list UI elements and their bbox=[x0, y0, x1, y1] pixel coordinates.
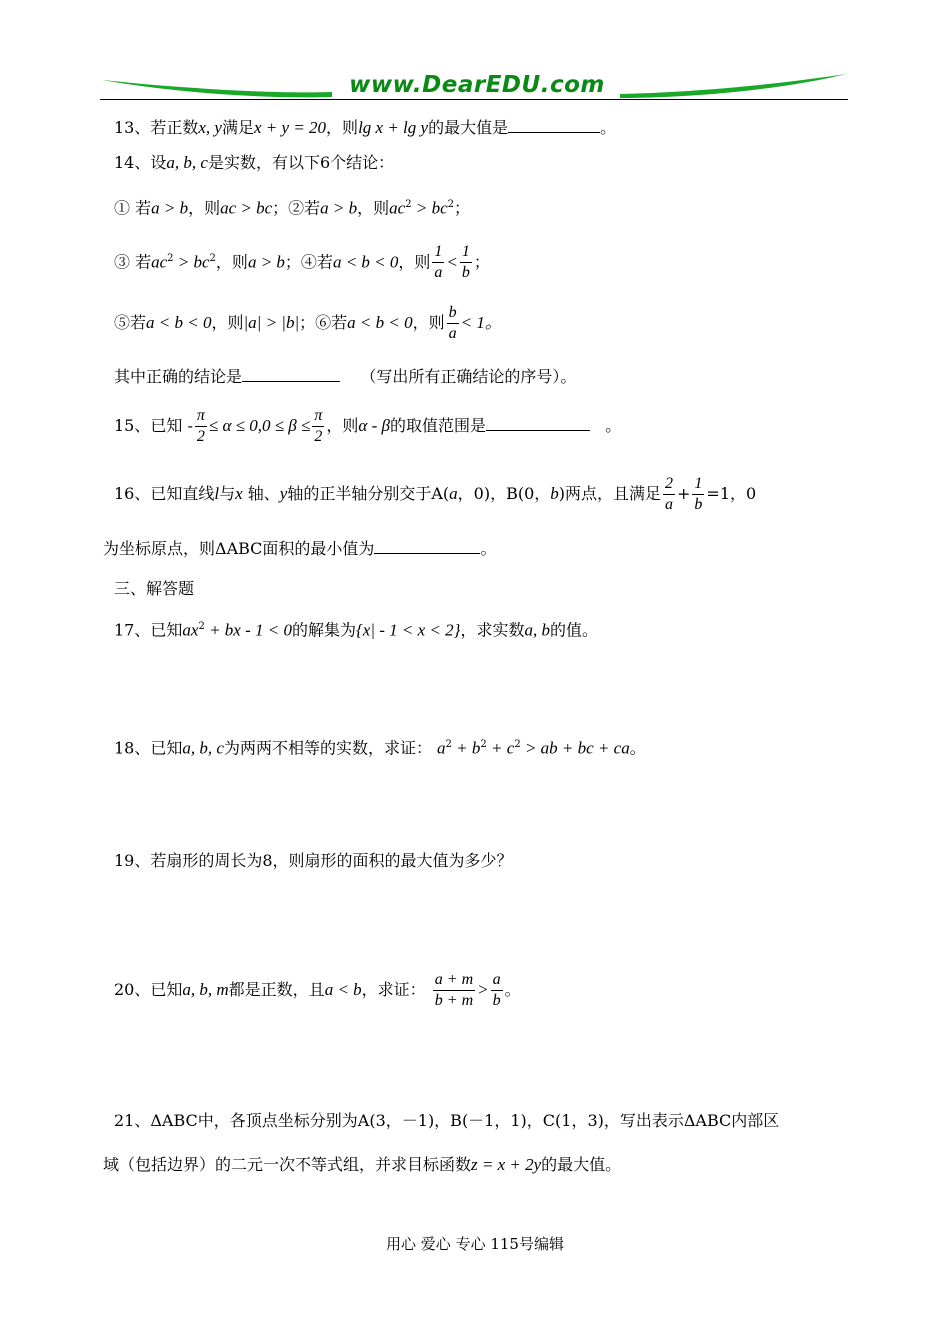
fraction: $\frac{a + m}{b + m}$ bbox=[434, 971, 474, 1009]
q14-text: 其中正确的结论是 bbox=[114, 367, 243, 386]
q21-number: 21、 bbox=[114, 1111, 151, 1130]
q14-text: （写出所有正确结论的序号）。 bbox=[360, 367, 577, 386]
q16-text: ，0)，B(0， bbox=[457, 484, 551, 503]
q13-expression: lg x + lg y bbox=[358, 118, 429, 137]
q16-math: a bbox=[449, 484, 458, 503]
question-21 bbox=[114, 1110, 779, 1132]
q18-text: 为两两不相等的实数，求证： bbox=[223, 738, 432, 758]
q14-text: ⑤若 bbox=[114, 313, 147, 332]
q14-math: ac bbox=[389, 198, 406, 218]
q16-text: 轴、 bbox=[242, 484, 280, 503]
section-heading: 三、解答题 bbox=[114, 579, 195, 598]
q13-number: 13、 bbox=[114, 118, 151, 137]
q16-number: 16、 bbox=[114, 484, 151, 503]
q17-text: ，求实数 bbox=[460, 620, 525, 640]
fraction: $\frac{b}{a}$ bbox=[448, 304, 457, 342]
q15-math: α - β bbox=[358, 416, 390, 435]
q16-math: + bbox=[677, 484, 691, 503]
q19-text: 若扇形的周长为8，则扇形的面积的最大值为多少？ bbox=[150, 851, 513, 870]
question-13 bbox=[114, 117, 616, 139]
q13-text: 的最大值是 bbox=[428, 118, 509, 137]
q15-number: 15、 bbox=[114, 416, 151, 435]
question-18: 18、已知a, b, c为两两不相等的实数，求证： $a^2 + b^2 + c^2$ > ab + bc + ca。 bbox=[114, 738, 646, 758]
q14-text: ； bbox=[454, 198, 471, 218]
fraction: $\frac{\pi}{2}$ bbox=[314, 407, 323, 445]
q14-text: ① 若 bbox=[114, 198, 152, 218]
q21-math: z = x + 2y bbox=[471, 1155, 542, 1174]
q20-math: a, b, m bbox=[182, 980, 229, 999]
q14-text: ；②若 bbox=[272, 198, 321, 218]
q16-math: b bbox=[550, 484, 559, 503]
q17-math: + bx - 1 < 0 bbox=[204, 620, 292, 640]
q14-vars: a, b, c bbox=[166, 153, 208, 172]
q20-math: a < b bbox=[324, 980, 362, 999]
q13-text: ，则 bbox=[326, 118, 359, 137]
q15-end: 。 bbox=[605, 416, 622, 435]
answer-blank[interactable] bbox=[374, 539, 480, 554]
q14-math: a < b < 0 bbox=[347, 313, 413, 332]
q14-row-1: ① 若a > b，则ac > bc；②若a > b，则$ac^2 > bc^2$； bbox=[114, 198, 471, 218]
q17-text: 的值。 bbox=[549, 620, 598, 640]
question-19 bbox=[114, 850, 513, 872]
q16-line-2 bbox=[103, 538, 496, 560]
fraction: $\frac{2}{a}$ bbox=[665, 475, 673, 513]
q16-text: 与 bbox=[219, 484, 236, 503]
q14-math: a < b < 0 bbox=[146, 313, 212, 332]
q14-math: > bc bbox=[411, 198, 448, 218]
q14-text: ； bbox=[473, 252, 490, 272]
q16-text: )两点，且满足 bbox=[558, 484, 661, 503]
q17-math: ax bbox=[182, 620, 199, 640]
q13-text: 满足 bbox=[221, 118, 254, 137]
q20-math: > bbox=[477, 980, 489, 999]
q14-text: 设 bbox=[150, 153, 167, 172]
q14-math: a > b bbox=[320, 198, 358, 218]
q21-text: ΔABC中，各顶点坐标分别为A(3，－1)，B(－1，1)，C(1，3)，写出表示ΔABC内部区 bbox=[150, 1111, 780, 1130]
q14-text: ，则 bbox=[188, 198, 221, 218]
q15-math: ≤ α ≤ 0,0 ≤ β ≤ bbox=[208, 416, 311, 435]
q16-end: 。 bbox=[480, 539, 497, 558]
q20-number: 20、 bbox=[114, 980, 151, 999]
question-14 bbox=[114, 152, 394, 174]
q14-math: > bc bbox=[173, 252, 210, 272]
q14-row-3 bbox=[114, 302, 502, 344]
q13-vars: x, y bbox=[198, 118, 222, 137]
header-divider bbox=[100, 99, 848, 100]
q14-math: < bbox=[446, 252, 458, 272]
q16-text: 轴的正半轴分别交于A( bbox=[287, 484, 450, 503]
q18-number: 18、 bbox=[114, 738, 151, 758]
q14-text: 是实数，有以下6个结论： bbox=[207, 153, 395, 172]
q14-text: ，则 bbox=[412, 313, 445, 332]
q14-text: ；④若 bbox=[284, 252, 333, 272]
q14-text: ，则 bbox=[211, 313, 244, 332]
q21-text: 的最大值。 bbox=[541, 1155, 622, 1174]
q20-text: 已知 bbox=[150, 980, 183, 999]
q21-text: 域（包括边界）的二元一次不等式组，并求目标函数 bbox=[103, 1155, 472, 1174]
fraction: $\frac{1}{a}$ bbox=[434, 243, 443, 282]
q17-math: {x| - 1 < x < 2} bbox=[355, 620, 461, 640]
q14-row-2: ③ 若$ac^2 > bc^2$，则a > b；④若a < b < 0，则 $\frac{1}{a}$ < $\frac{1}{b}$ ； bbox=[114, 243, 490, 282]
q17-text: 已知 bbox=[150, 620, 183, 640]
q13-end: 。 bbox=[600, 118, 617, 137]
q15-text: 的取值范围是 bbox=[389, 416, 486, 435]
q16-math: l bbox=[214, 484, 220, 503]
q21-line-2 bbox=[103, 1154, 621, 1176]
q14-text: ，则 bbox=[357, 198, 390, 218]
q19-number: 19、 bbox=[114, 851, 151, 870]
q16-text: ΔABC面积的最小值为 bbox=[215, 539, 375, 558]
q20-text: ，求证： bbox=[361, 980, 426, 999]
question-20 bbox=[114, 968, 521, 1012]
page-footer: 用心 爱心 专心 115号编辑 bbox=[386, 1235, 564, 1253]
fraction: $\frac{a}{b}$ bbox=[492, 971, 501, 1009]
q20-end: 。 bbox=[504, 980, 521, 999]
q18-math: a, b, c bbox=[182, 738, 224, 758]
q16-math: y bbox=[279, 484, 288, 503]
answer-blank[interactable] bbox=[486, 416, 590, 431]
q18-math: + c bbox=[486, 738, 515, 758]
q14-math: a > b bbox=[151, 198, 189, 218]
q16-text: =1，0 bbox=[706, 484, 757, 503]
q15-text: 已知 - bbox=[150, 416, 193, 435]
fraction: $\frac{1}{b}$ bbox=[461, 243, 470, 282]
q14-text: ，则 bbox=[398, 252, 431, 272]
answer-blank[interactable] bbox=[242, 367, 340, 382]
q13-condition: x + y = 20 bbox=[254, 118, 327, 137]
q14-math: ac bbox=[151, 252, 168, 272]
question-15 bbox=[114, 404, 621, 448]
fraction: $\frac{\pi}{2}$ bbox=[196, 407, 205, 445]
q17-text: 的解集为 bbox=[291, 620, 356, 640]
fraction: $\frac{1}{b}$ bbox=[694, 475, 703, 513]
q13-text: 若正数 bbox=[150, 118, 199, 137]
q18-math: + b bbox=[451, 738, 481, 758]
q14-math: a > b bbox=[247, 252, 285, 272]
question-16 bbox=[114, 472, 756, 516]
q14-text: ；⑥若 bbox=[299, 313, 348, 332]
q14-text: ，则 bbox=[215, 252, 248, 272]
q15-text: ，则 bbox=[326, 416, 359, 435]
q14-math: a < b < 0 bbox=[332, 252, 399, 272]
q14-answer-row bbox=[114, 366, 576, 388]
q16-text: 已知直线 bbox=[150, 484, 215, 503]
answer-blank[interactable] bbox=[508, 118, 600, 133]
q16-math: x bbox=[235, 484, 243, 503]
q14-math: |a| > |b| bbox=[243, 313, 300, 332]
q17-math: a, b bbox=[524, 620, 550, 640]
q17-number: 17、 bbox=[114, 620, 151, 640]
q14-math: < 1。 bbox=[460, 313, 502, 332]
q20-text: 都是正数，且 bbox=[228, 980, 325, 999]
question-17: 17、已知$ax^2$ + bx - 1 < 0的解集为{x| - 1 < x < 2}，求实数a, b的值。 bbox=[114, 620, 598, 640]
site-logo-text: www.DearEDU.com bbox=[349, 72, 605, 98]
q18-math: > ab + bc + ca bbox=[520, 738, 630, 758]
q14-number: 14、 bbox=[114, 153, 151, 172]
q14-text: ③ 若 bbox=[114, 252, 152, 272]
q16-text: 为坐标原点，则 bbox=[103, 539, 216, 558]
q14-math: ac > bc bbox=[220, 198, 273, 218]
q18-math: a bbox=[437, 738, 446, 758]
q18-end: 。 bbox=[629, 738, 646, 758]
q18-text: 已知 bbox=[150, 738, 183, 758]
